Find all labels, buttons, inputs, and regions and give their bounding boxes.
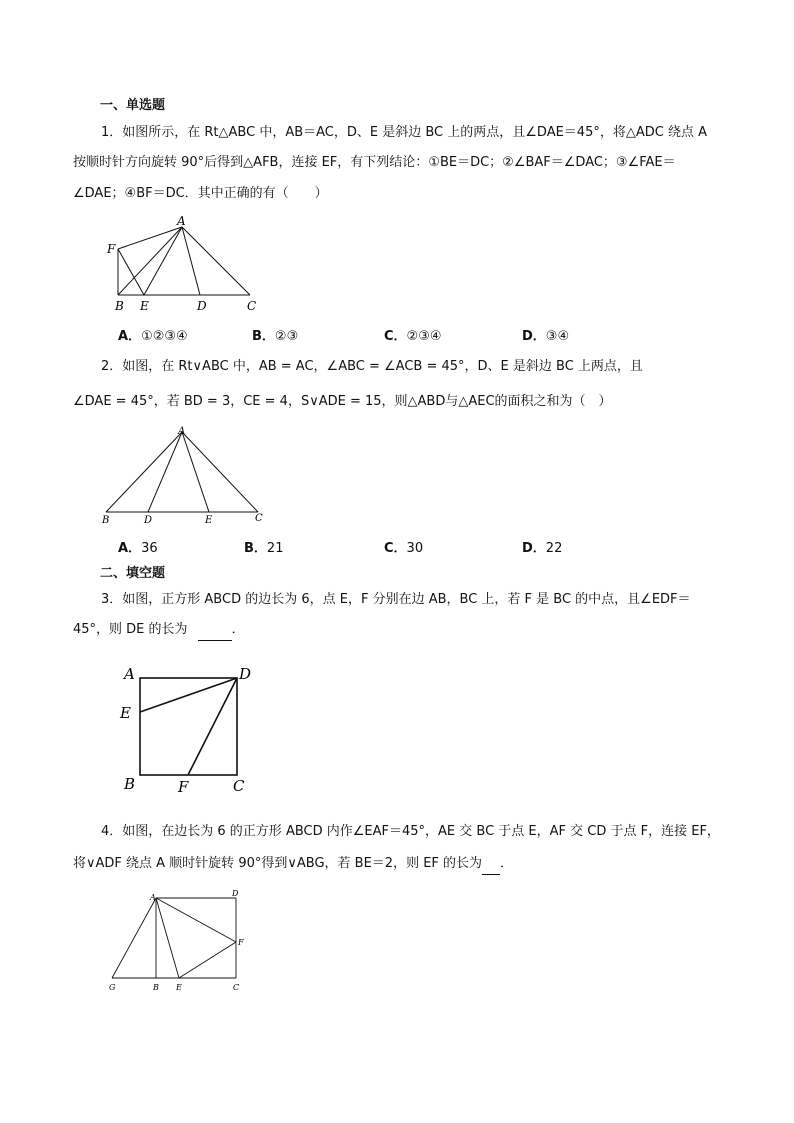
q2-figure (98, 420, 268, 530)
q3-label-c: C (233, 777, 245, 795)
q4-label-b: B (153, 983, 159, 992)
q1-label-a: A (177, 214, 186, 228)
q1-text-line2: 按顺时针方向旋转 90°后得到△AFB，连接 EF，有下列结论：①BE＝DC；②∠BAF＝∠DAC；③∠FAE＝ (73, 155, 676, 170)
q3-text-line1: 3．如图，正方形 ABCD 的边长为 6，点 E，F 分别在边 AB，BC 上，若 F 是 BC 的中点，且∠EDF＝ (101, 592, 691, 607)
q1-option-c[interactable]: C．②③④ (384, 329, 442, 344)
q1-label-b: B (115, 299, 124, 313)
q4-label-e: E (176, 983, 182, 992)
q1-label-d: D (197, 299, 207, 313)
q1-option-d[interactable]: D．③④ (522, 329, 570, 344)
q4-figure (100, 888, 250, 998)
q2-option-c[interactable]: C．30 (384, 541, 424, 556)
q2-option-a[interactable]: A．36 (118, 541, 158, 556)
q1-text-line3: ∠DAE；④BF＝DC．其中正确的有（ ） (73, 186, 328, 201)
q2-label-a: A (178, 426, 186, 437)
q2-option-d[interactable]: D．22 (522, 541, 563, 556)
q2-label-e: E (205, 515, 213, 526)
q2-text-line2: ∠DAE = 45°，若 BD = 3，CE = 4，S∨ADE = 15，则△ABD与△AEC的面积之和为（ ） (73, 394, 612, 409)
section-title-fill-blank: 二、填空题 (100, 566, 166, 581)
q1-label-c: C (247, 299, 257, 313)
q4-label-a: A (150, 893, 156, 902)
q3-label-e: E (120, 704, 131, 722)
q2-label-b: B (102, 515, 110, 526)
q3-answer-blank[interactable] (198, 620, 232, 641)
q3-label-d: D (239, 665, 252, 683)
q3-text-line2: 45°，则 DE 的长为 ． (73, 620, 245, 641)
q2-option-b[interactable]: B．21 (244, 541, 284, 556)
q3-figure (115, 662, 265, 797)
q1-option-a[interactable]: A．①②③④ (118, 329, 188, 344)
section-title-single-choice: 一、单选题 (100, 98, 166, 113)
q4-label-d: D (232, 889, 239, 898)
q1-figure (100, 215, 270, 315)
q4-answer-blank[interactable] (482, 854, 500, 875)
q4-label-c: C (233, 983, 240, 992)
q1-text-line1: 1．如图所示，在 Rt△ABC 中，AB＝AC，D、E 是斜边 BC 上的两点，且∠DAE＝45°，将△ADC 绕点 A (101, 125, 707, 140)
q1-option-b[interactable]: B．②③ (252, 329, 299, 344)
q1-label-f: F (107, 242, 116, 256)
q3-label-b: B (124, 775, 136, 793)
q4-label-g: G (109, 983, 116, 992)
q2-text-line1: 2．如图，在 Rt∨ABC 中，AB = AC，∠ABC = ∠ACB = 45°，D、E 是斜边 BC 上两点，且 (101, 359, 643, 374)
q4-label-f: F (238, 938, 244, 947)
q3-label-a: A (124, 665, 135, 683)
q2-label-d: D (144, 515, 153, 526)
q4-text-line1: 4．如图，在边长为 6 的正方形 ABCD 内作∠EAF＝45°，AE 交 BC 于点 E，AF 交 CD 于点 F，连接 EF， (101, 824, 720, 839)
q4-text-line2: 将∨ADF 绕点 A 顺时针旋转 90°得到∨ABG，若 BE＝2，则 EF 的长为 ． (73, 854, 513, 875)
q1-label-e: E (140, 299, 149, 313)
q2-label-c: C (255, 513, 263, 524)
q3-label-f: F (178, 778, 189, 796)
